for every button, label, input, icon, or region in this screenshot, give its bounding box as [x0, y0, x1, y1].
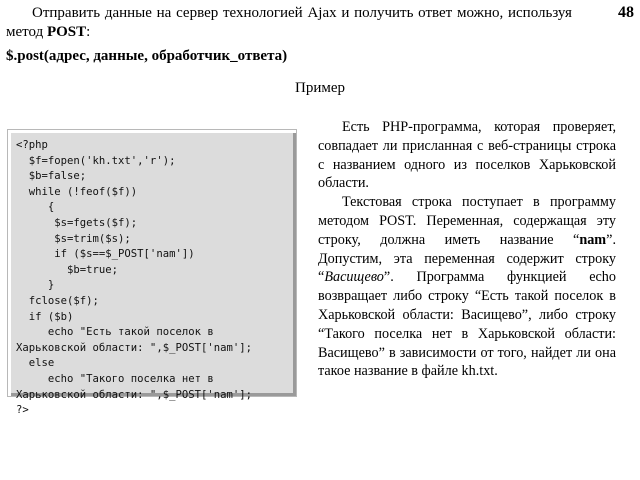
code-line: }: [16, 279, 55, 292]
code-line: echo "Такого поселка нет в: [16, 372, 214, 385]
code-line: <?php: [16, 139, 48, 151]
intro-line-1: Отправить данные на сервер технологией Ajax и получить ответ можно, используя: [32, 5, 572, 21]
example-heading: Пример: [294, 80, 345, 96]
variable-name: nam: [579, 231, 607, 248]
description-text: [318, 118, 616, 381]
code-line: $f=fopen('kh.txt','r');: [16, 154, 176, 167]
code-line: Харьковской области: ",$_POST['nam'];: [16, 341, 252, 354]
intro-text: [6, 4, 612, 42]
code-line: if ($b): [16, 310, 74, 323]
intro-method-suffix: :: [86, 24, 91, 40]
description-p2-part3: ”. Программа функцией echo возвращает либо строку “Есть такой поселок в Харьковской области: Васищево”, либо строку “Такого поселка нет в Харьковской области: Васищево” в зависимости от того, найдет ли она такое название в файле kh.txt.: [318, 269, 616, 380]
code-line: else: [16, 357, 55, 370]
code-line: echo "Есть такой поселок в: [16, 326, 214, 339]
code-line: $s=trim($s);: [16, 232, 131, 245]
description-p2-part1: Текстовая строка поступает в программу методом POST. Переменная, содержащая эту строку, должна иметь название “: [318, 194, 616, 248]
example-value: Васищево: [324, 269, 384, 286]
code-block: [16, 138, 288, 419]
slide-number: 48: [618, 4, 634, 21]
code-line: $b=true;: [16, 263, 119, 276]
description-paragraph-1: Есть PHP-программа, которая проверяет, совпадает ли присланная с веб-страницы строка с названием одного из поселков Харьковской области.: [318, 119, 616, 192]
method-name: POST: [46, 24, 87, 40]
code-line: Харьковской области: ",$_POST['nam'];: [16, 388, 252, 401]
code-listing: [7, 129, 297, 417]
code-line: while (!feof($f)): [16, 185, 138, 198]
intro-method-prefix: метод: [6, 24, 47, 40]
description-paragraph-2: [318, 193, 616, 381]
code-line: fclose($f);: [16, 294, 99, 307]
code-line: {: [16, 201, 55, 214]
code-line: ?>: [16, 404, 29, 417]
code-line: $s=fgets($f);: [16, 216, 138, 229]
description-p2-part2: ”. Допустим, эта переменная содержит строку “: [318, 231, 616, 286]
code-line: if ($s==$_POST['nam']): [16, 248, 195, 261]
function-signature: $.post(адрес, данные, обработчик_ответа): [6, 48, 288, 64]
intro-line-2: [6, 24, 90, 40]
code-line: $b=false;: [16, 170, 87, 183]
